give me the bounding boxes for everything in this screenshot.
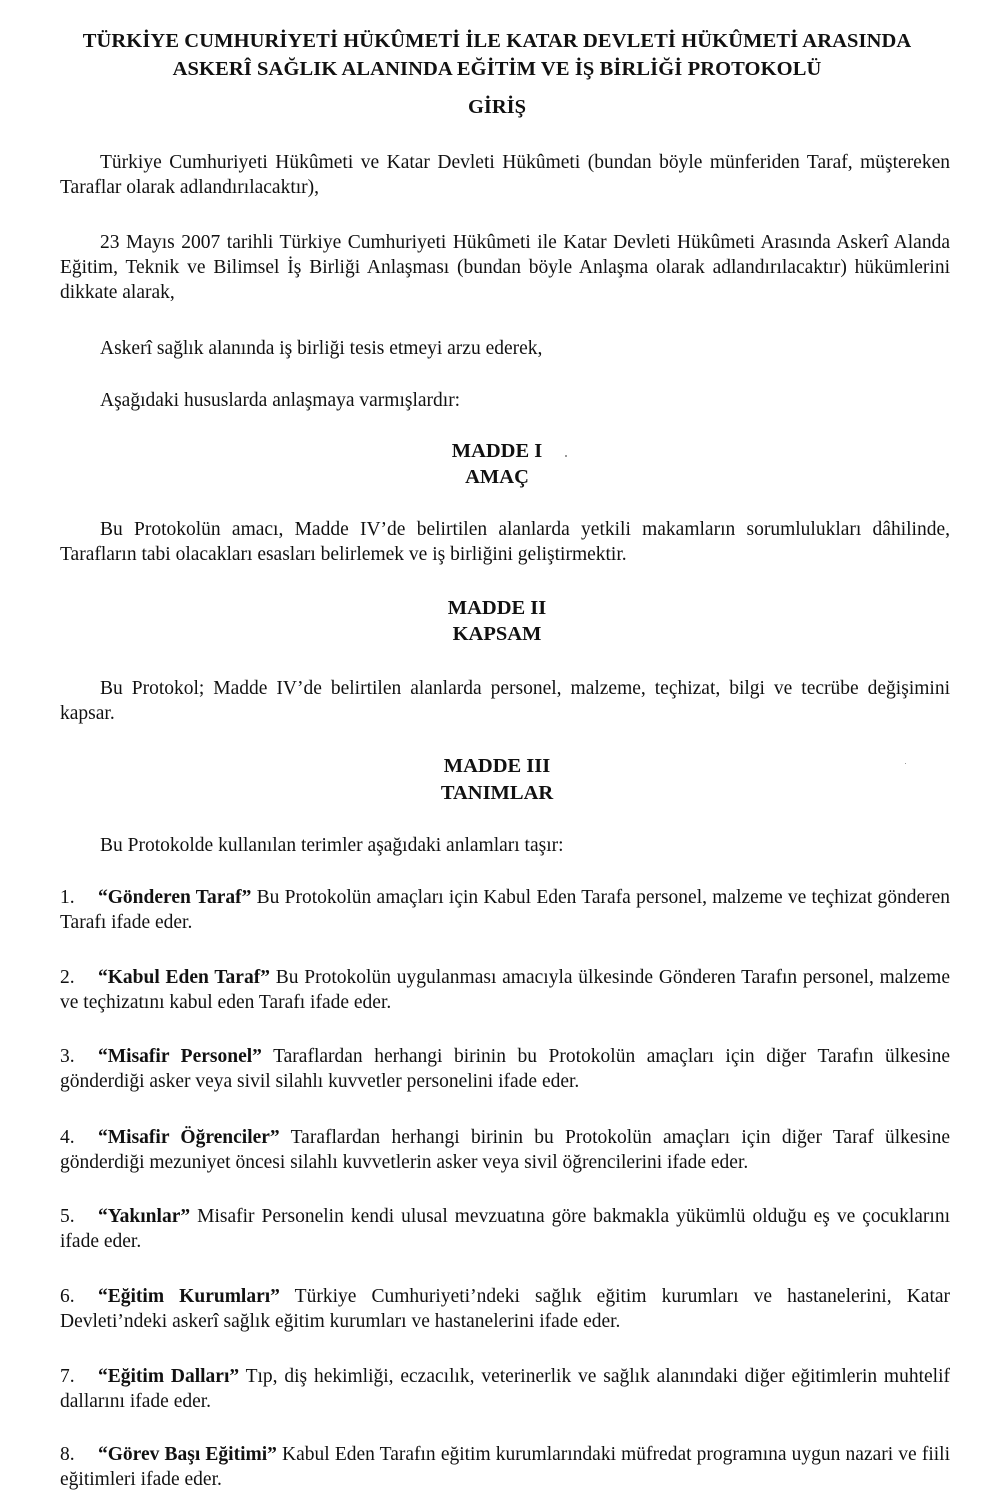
intro-paragraph-3: Askerî sağlık alanında iş birliği tesis etmeyi arzu ederek,: [100, 338, 543, 359]
definition-text: Taraflardan herhangi birinin bu Protokolün amaçları için diğer Taraf ülkesine gönderdiği mezuniyet öncesi silahlı kuvvetlerin asker veya sivil öğrencilerini ifade eder.: [60, 1127, 950, 1173]
definition-term: “Görev Başı Eğitimi”: [98, 1444, 277, 1465]
definition-text: Kabul Eden Tarafın eğitim kurumlarındaki müfredat programına uygun nazari ve fiili eğitimleri ifade eder.: [60, 1444, 951, 1490]
definition-item: [60, 1364, 950, 1414]
definition-number: 6.: [60, 1286, 75, 1307]
article-3-text: Bu Protokolde kullanılan terimler aşağıdaki anlamları taşır:: [100, 835, 564, 856]
intro-paragraph-4: Aşağıdaki hususlarda anlaşmaya varmışlardır:: [100, 390, 461, 411]
definition-number: 3.: [60, 1046, 75, 1067]
definition-number: 2.: [60, 967, 75, 988]
document-title-line-2: ASKERÎ SAĞLIK ALANINDA EĞİTİM VE İŞ BİRLİĞİ PROTOKOLÜ: [172, 58, 822, 80]
definition-item: [60, 1204, 950, 1254]
definition-term: “Eğitim Dalları”: [98, 1366, 240, 1387]
definition-text: Taraflardan herhangi birinin bu Protokolün amaçları için diğer Tarafın ülkesine gönderdiği asker veya sivil silahlı kuvvetler personelini ifade eder.: [60, 1046, 950, 1092]
definition-item: [60, 1442, 950, 1492]
article-1-text: Bu Protokolün amacı, Madde IV’de belirtilen alanlarda yetkili makamların sorumlulukları dâhilinde, Tarafların tabi olacakları esasları belirlemek ve iş birliğini geliştirmektir.: [60, 519, 950, 565]
definition-term: “Eğitim Kurumları”: [98, 1286, 280, 1307]
article-3-title: TANIMLAR: [440, 782, 554, 804]
intro-paragraph-1: Türkiye Cumhuriyeti Hükûmeti ve Katar Devleti Hükûmeti (bundan böyle münferiden Taraf, müştereken Taraflar olarak adlandırılacaktır),: [60, 152, 950, 198]
definition-item: [60, 885, 950, 935]
definition-text: Tıp, diş hekimliği, eczacılık, veterinerlik ve sağlık alanındaki diğer eğitimlerin muhtelif dallarını ifade eder.: [60, 1366, 950, 1412]
definition-text: Bu Protokolün uygulanması amacıyla ülkesinde Gönderen Tarafın personel, malzeme ve teçhizatını kabul eden Tarafı ifade eder.: [60, 967, 951, 1013]
definition-term: “Yakınlar”: [98, 1206, 191, 1227]
article-1-title: AMAÇ: [465, 466, 529, 488]
intro-paragraph-2: 23 Mayıs 2007 tarihli Türkiye Cumhuriyeti Hükûmeti ile Katar Devleti Hükûmeti Arasında Askerî Alanda Eğitim, Teknik ve Bilimsel İş Birliği Anlaşması (bundan böyle Anlaşma olarak adlandırılacaktır) hükümlerini dikkate alarak,: [60, 232, 950, 303]
definition-term: “Misafir Personel”: [98, 1046, 262, 1067]
definition-number: 5.: [60, 1206, 75, 1227]
definition-text: Bu Protokolün amaçları için Kabul Eden Tarafa personel, malzeme ve teçhizat gönderen Tarafı ifade eder.: [60, 887, 950, 933]
definition-item: [60, 1044, 950, 1094]
document-title-line-1: TÜRKİYE CUMHURİYETİ HÜKÛMETİ İLE KATAR DEVLETİ HÜKÛMETİ ARASINDA: [82, 30, 912, 52]
definition-number: 1.: [60, 887, 75, 908]
definition-text: Misafir Personelin kendi ulusal mevzuatına göre bakmakla yükümlü olduğu eş ve çocuklarını ifade eder.: [60, 1206, 950, 1252]
definition-term: “Misafir Öğrenciler”: [98, 1127, 280, 1148]
definition-item: [60, 1125, 950, 1175]
definition-item: [60, 1284, 950, 1334]
intro-heading: GİRİŞ: [467, 96, 527, 118]
article-3-number: MADDE III: [443, 755, 551, 777]
definition-term: “Kabul Eden Taraf”: [98, 967, 270, 988]
definition-term: “Gönderen Taraf”: [98, 887, 252, 908]
scan-speck: [905, 763, 906, 764]
article-2-number: MADDE II: [447, 597, 547, 619]
definition-item: [60, 965, 950, 1015]
scan-speck: [565, 455, 567, 457]
article-1-number: MADDE I: [451, 440, 543, 462]
definition-number: 4.: [60, 1127, 75, 1148]
article-2-text: Bu Protokol; Madde IV’de belirtilen alanlarda personel, malzeme, teçhizat, bilgi ve tecrübe değişimini kapsar.: [60, 678, 950, 724]
definition-text: Türkiye Cumhuriyeti’ndeki sağlık eğitim kurumları ve hastanelerini, Katar Devleti’ndeki askerî sağlık eğitim kurumları ve hastanelerini ifade eder.: [60, 1286, 951, 1332]
definition-number: 8.: [60, 1444, 75, 1465]
article-2-title: KAPSAM: [452, 623, 542, 645]
definition-number: 7.: [60, 1366, 75, 1387]
